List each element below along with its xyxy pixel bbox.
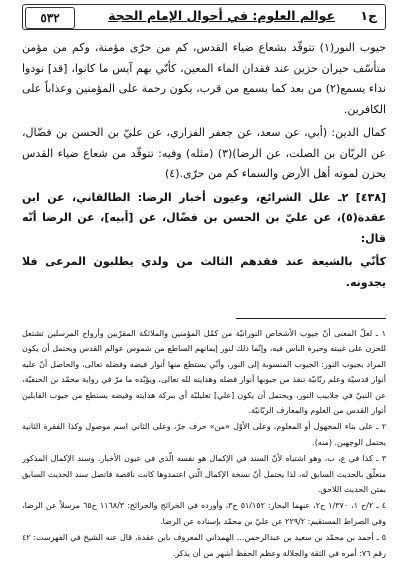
hadith-text: كأنّي بالشيعة عند فقدهم الثالث من ولدي يطلبون المرعى فلا يجدونه. bbox=[22, 255, 386, 289]
footnote-separator bbox=[236, 318, 386, 319]
footnote-3: ٣ ـ كذا في ع، ب، وهو اشتباه لأنّ السند في الإكمال هو نفسه الّذي في عيون الأخبار. وسند الإكمال المذكور متعلّق بالحديث السابق له، لذا يحتمل أنّ نسخة الإكمال الّتي اعتمدوها كانت ناقصة فاتصل سند الحديث السابق بمتن الحديث اللاحق. bbox=[22, 454, 386, 495]
footnote-5: ٥ ـ أحمد بن محمّد بن سعيد بن عبدالرحمن... الهمداني المعروف بابن عقدة، قال عنه الشيخ في الفهرست: ٤٢ رقم ٧٦: أمره في الثقة والجلالة وعظم الحفظ أشهر من أن يذكر. bbox=[22, 533, 386, 558]
footnotes bbox=[22, 326, 386, 562]
page-number-text: ٥٣٢ bbox=[40, 11, 60, 25]
hadith-heading: [٤٣٨] ٢ـ علل الشرائع، وعيون أخبار الرضا: الطالقاني، عن ابن عقدة(٥)، عن عليّ بن الحسن بن فضّال، عن [أبيه]، عن الرضا أنّه قال: bbox=[22, 190, 386, 245]
paragraph-1: جيوب النور(١) تتوقّد بشعاع ضياء القدس، كم من حرّى مؤمنة، وكم من مؤمن متأسّف حيران حزين عند فقدان الماء المعين، كأنّي بهم آيس ما كانوا، [قد] نودوا نداء يسمع(٢) من بعد كما يسمع من قرب، يكون رحمة على المؤمنين وعذاباً على الكافرين. bbox=[22, 41, 386, 116]
page-number bbox=[25, 7, 75, 29]
footnote-4: ٤ ـ ٢/ح ١، ١/٣٧٠ ح٢، عنهما البحار: ٥١/١٥٢ ح٣، وأورده في الخرائج والجرائح: ١١٦٨/٣ ح٦٥ مرسلاً عن الرضا، وفي الصراط المستقيم: ٢٢٩/٢ عن عليّ بن محمّد بإسناده عن الرضا. bbox=[22, 501, 387, 526]
footnote-1: ١ ـ لعلّ المعنى أنّ جيوب الأشخاص النورانيّة من كمّل المؤمنين والملائكة المقرّبين وأرواح المرسلين تشتعل للحزن على غيبته وحيرة الناس فيه، وإنّما ذلك لنور إيمانهم الساطع من شموس عوالم القدس ويحتمل أن يكون المراد بجيوب النور: الجيوب المنسوبة إلى النور، وأنّي يستطع منها أنوار فيضه وفضله تعالى، والحاصل أنّ عليه أنوار قدسيّة وعلم ربّانيّة تنفذ من جيوبها أنوار فضله وهدايته لله تعالى، ويؤيّده ما مرّ في رواية محمّد بن الحنفيّة، عن النبيّ في جلابيب النور، ويحتمل أن يكون [علي] تعليليّة أي ببركة هدايته وفيضه يستطع من جيوب القابلين أنوار القدس من العلوم والمعارف الربّانيّة. bbox=[22, 329, 386, 416]
page-header bbox=[22, 4, 386, 30]
book-title: عوالم العلوم: في أحوال الإمام الحجة bbox=[108, 8, 335, 23]
main-text bbox=[22, 38, 386, 296]
footnote-2: ٢ ـ على بناء المجهول أو المعلوم، وعلى الأوّل «من» حرف جرّ، وعلى الثاني اسم موصول وكذا الفقرة الثانية يحتمل الوجهين. (منه). bbox=[22, 422, 386, 447]
paragraph-2: كمال الدين: (أبي، عن سعد، عن جعفر الفزاري، عن عليّ بن الحسن بن فضّال، عن الريّان بن الصلت، عن الرضا)(٣) (مثله) وفيه: تتوقّد من شعاع ضياء القدس يحزن لموته أهل الأرض والسماء كم من حرّى.(٤) bbox=[22, 126, 386, 180]
volume-label: ج١ bbox=[360, 8, 377, 23]
